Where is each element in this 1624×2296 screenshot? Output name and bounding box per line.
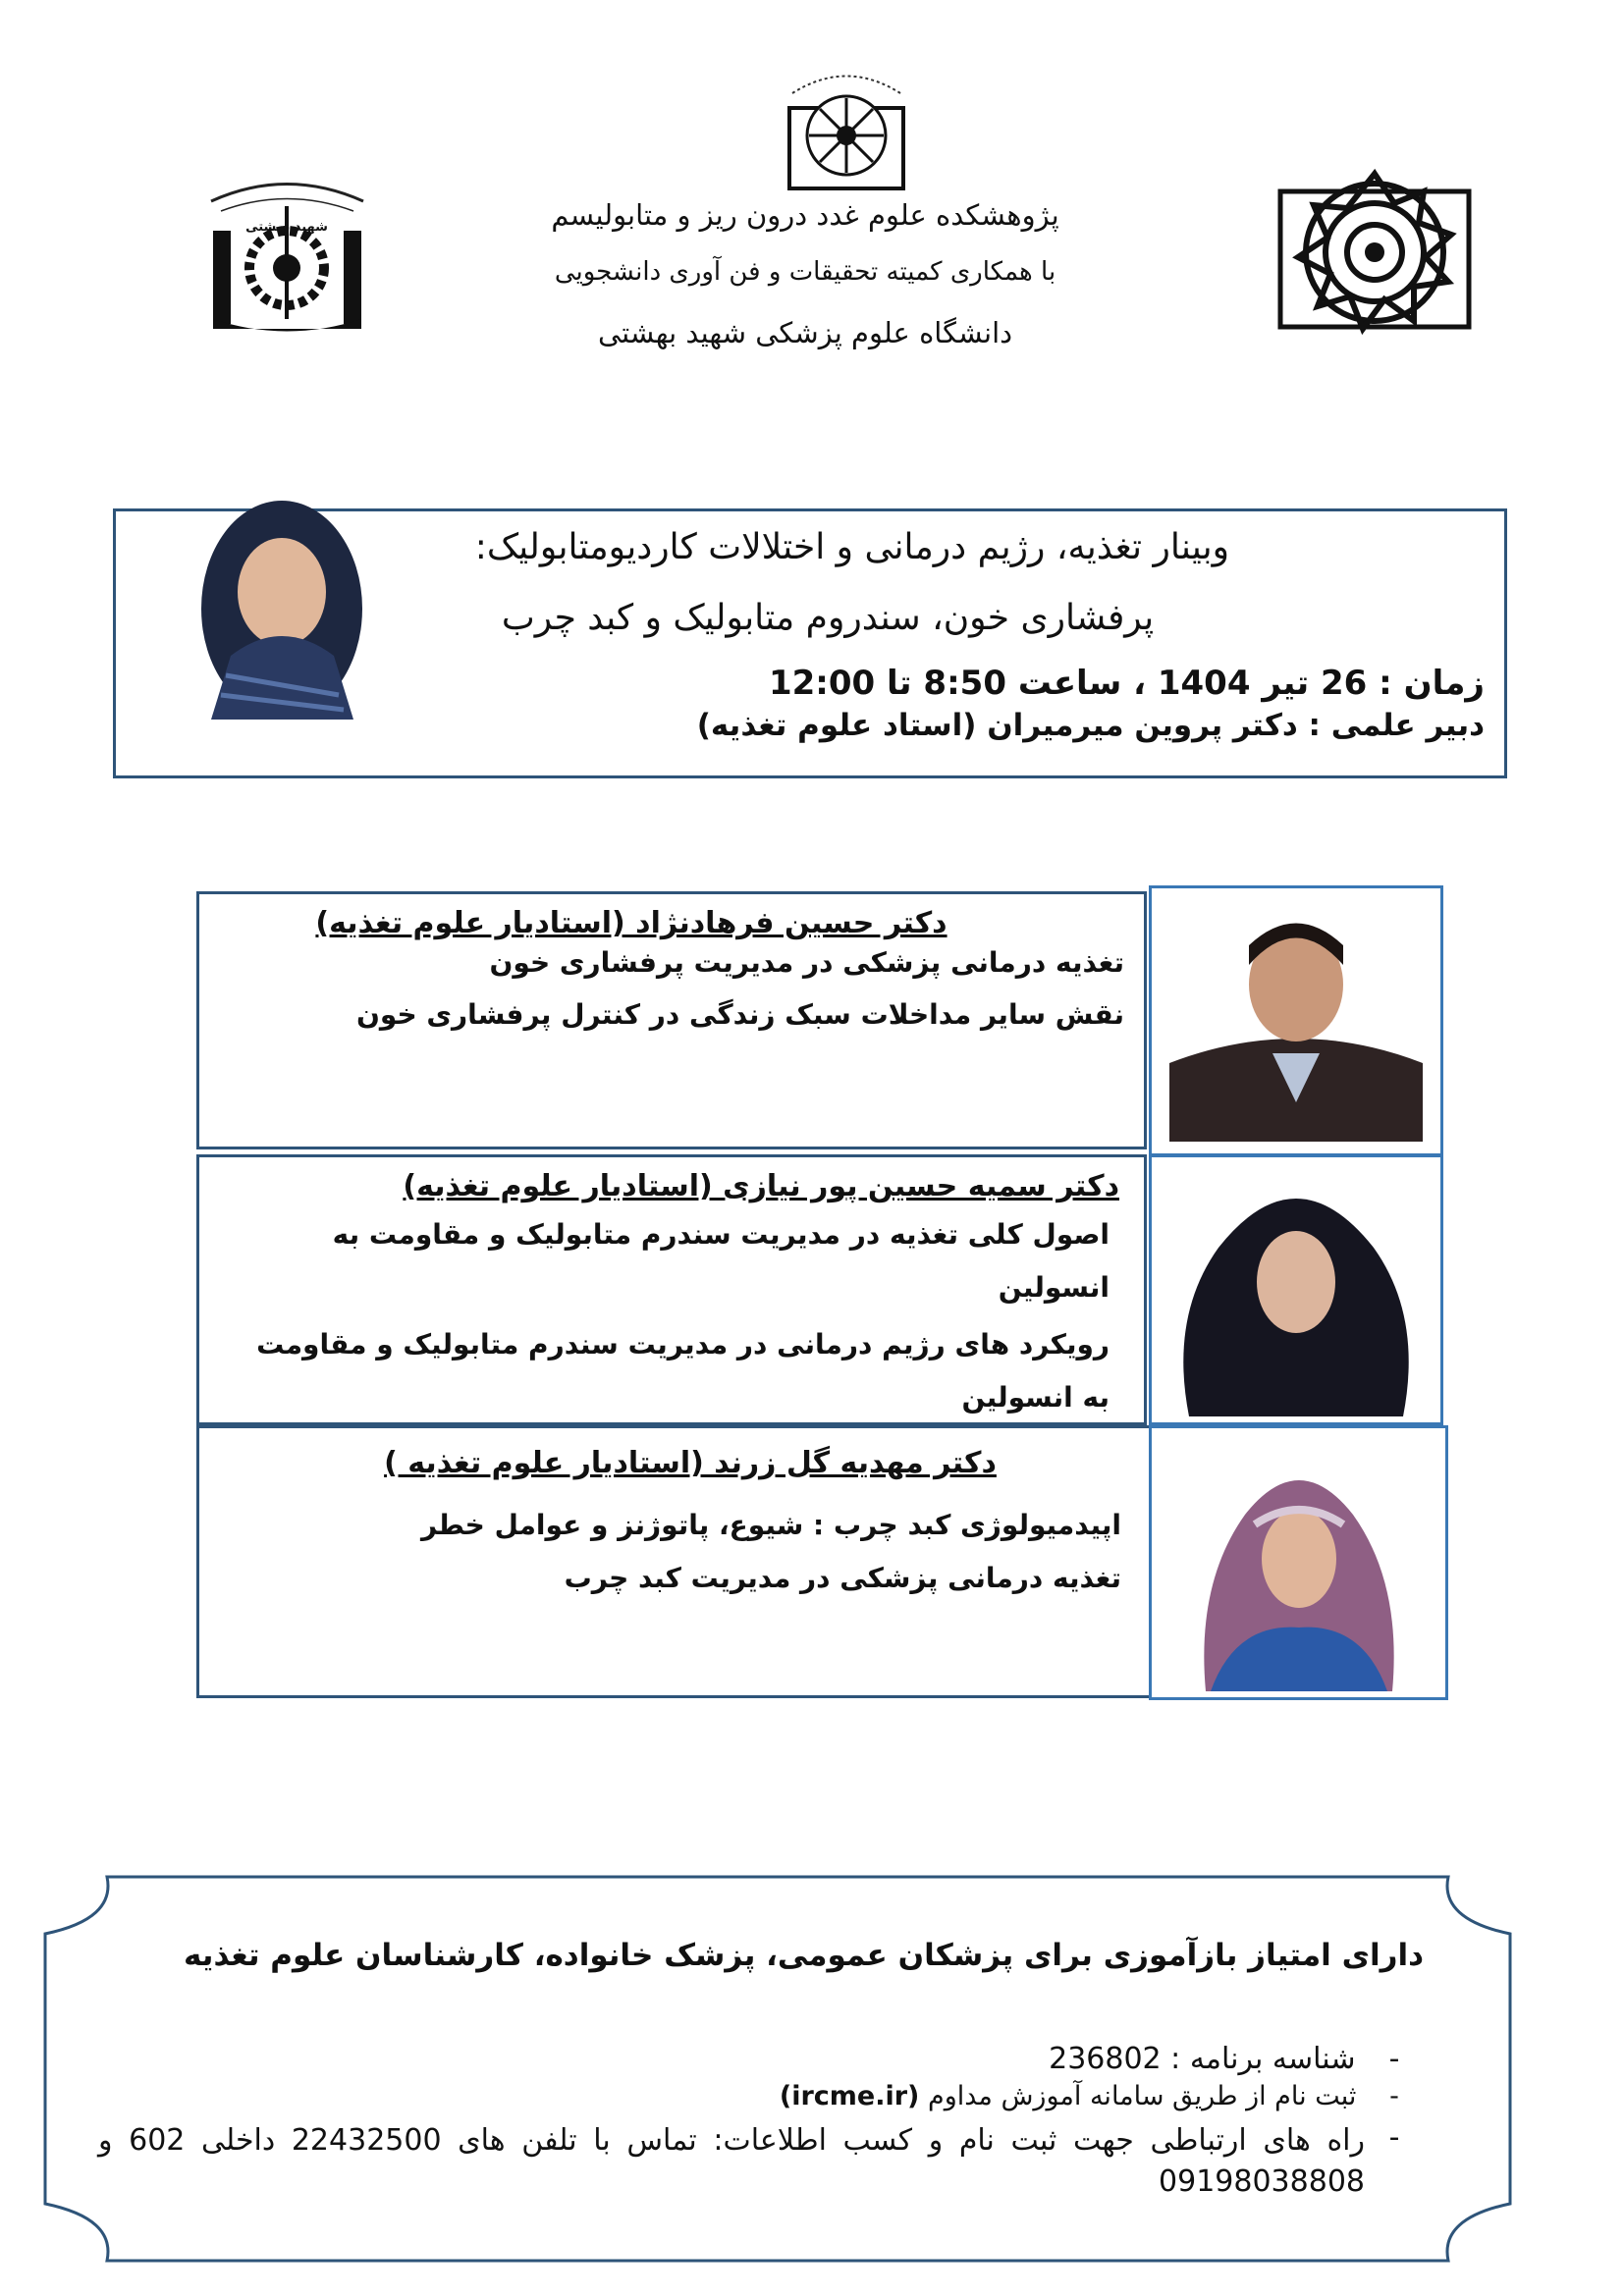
- speaker-2-card: [196, 1154, 1147, 1425]
- registration-row: [49, 2081, 1424, 2111]
- speaker-1-topic-1: تغذیه درمانی پزشکی در مدیریت پرفشاری خون: [489, 946, 1124, 979]
- speaker-2-photo: [1169, 1169, 1423, 1416]
- speaker-1-photo: [1169, 906, 1423, 1142]
- program-id-row: [49, 2042, 1424, 2076]
- webinar-title-line-1: وبینار تغذیه، رژیم درمانی و اختلالات کاردیومتابولیک:: [474, 527, 1229, 567]
- accreditation-box: [43, 1875, 1512, 2263]
- speaker-1-photo-frame: [1149, 885, 1443, 1156]
- speaker-2-topic-1: اصول کلی تغذیه در مدیریت سندرم متابولیک و مقاومت به انسولین: [332, 1218, 1110, 1304]
- speaker-3-topic-1: اپیدمیولوژی کبد چرب : شیوع، پاتوژنز و عوامل خطر: [420, 1509, 1121, 1541]
- speaker-2-name: دکتر سمیه حسین پور نیازی (استادیار علوم تغذیه): [403, 1169, 1119, 1203]
- contact-text: راه های ارتباطی جهت ثبت نام و کسب اطلاعات: تماس با تلفن های 22432500 داخلی 602 و 09198038808: [98, 2123, 1365, 2199]
- webinar-title-line-2: پرفشاری خون، سندروم متابولیک و کبد چرب: [501, 598, 1155, 638]
- program-id: شناسه برنامه : 236802: [1049, 2042, 1356, 2076]
- speaker-1-topic-2: نقش سایر مداخلات سبک زندگی در کنترل پرفشاری خون: [356, 998, 1124, 1031]
- scientific-secretary: دبیر علمی : دکتر پروین میرمیران (استاد علوم تغذیه): [696, 708, 1485, 743]
- endocrine-institute-logo: [778, 59, 915, 196]
- student-committee-logo: [201, 172, 373, 334]
- bullet-dash: -: [1389, 2081, 1399, 2111]
- secretary-photo: [196, 499, 368, 720]
- header-line-1: پژوهشکده علوم غدد درون ریز و متابولیسم: [551, 198, 1059, 232]
- speaker-1-card: [196, 891, 1147, 1149]
- speaker-2-topic-2: رویکرد های رژیم درمانی در مدیریت سندرم متابولیک و مقاومت به انسولین: [256, 1328, 1110, 1414]
- speaker-3-name: دکتر مهدیه گل زرند (استادیار علوم تغذیه ): [384, 1446, 997, 1480]
- sbmu-logo: [1276, 162, 1473, 344]
- webinar-time: زمان : 26 تیر 1404 ، ساعت 8:50 تا 12:00: [768, 664, 1485, 703]
- registration-text: ثبت نام از طریق سامانه آموزش مداوم: [927, 2081, 1357, 2111]
- header: [0, 0, 1624, 373]
- speaker-3-photo: [1196, 1456, 1402, 1691]
- svg-text:شهید بهشتی: شهید بهشتی: [245, 220, 328, 235]
- speaker-2-photo-frame: [1149, 1154, 1443, 1425]
- bullet-dash: -: [1388, 2120, 1400, 2155]
- speaker-3-card: [196, 1425, 1154, 1698]
- bullet-dash: -: [1388, 2042, 1400, 2076]
- header-line-3: دانشگاه علوم پزشکی شهید بهشتی: [597, 316, 1013, 349]
- header-line-2: با همکاری کمیته تحقیقات و فن آوری دانشجویی: [554, 257, 1056, 287]
- speaker-1-name: دکتر حسین فرهادنژاد (استادیار علوم تغذیه): [315, 906, 947, 940]
- accreditation-heading: دارای امتیاز بازآموزی برای پزشکان عمومی، پزشک خانواده، کارشناسان علوم تغذیه: [184, 1938, 1424, 1973]
- registration-site[interactable]: (ircme.ir): [779, 2081, 920, 2111]
- speaker-3-photo-frame: [1149, 1425, 1448, 1700]
- contact-row: [49, 2120, 1424, 2203]
- speaker-3-topic-2: تغذیه درمانی پزشکی در مدیریت کبد چرب: [564, 1562, 1121, 1594]
